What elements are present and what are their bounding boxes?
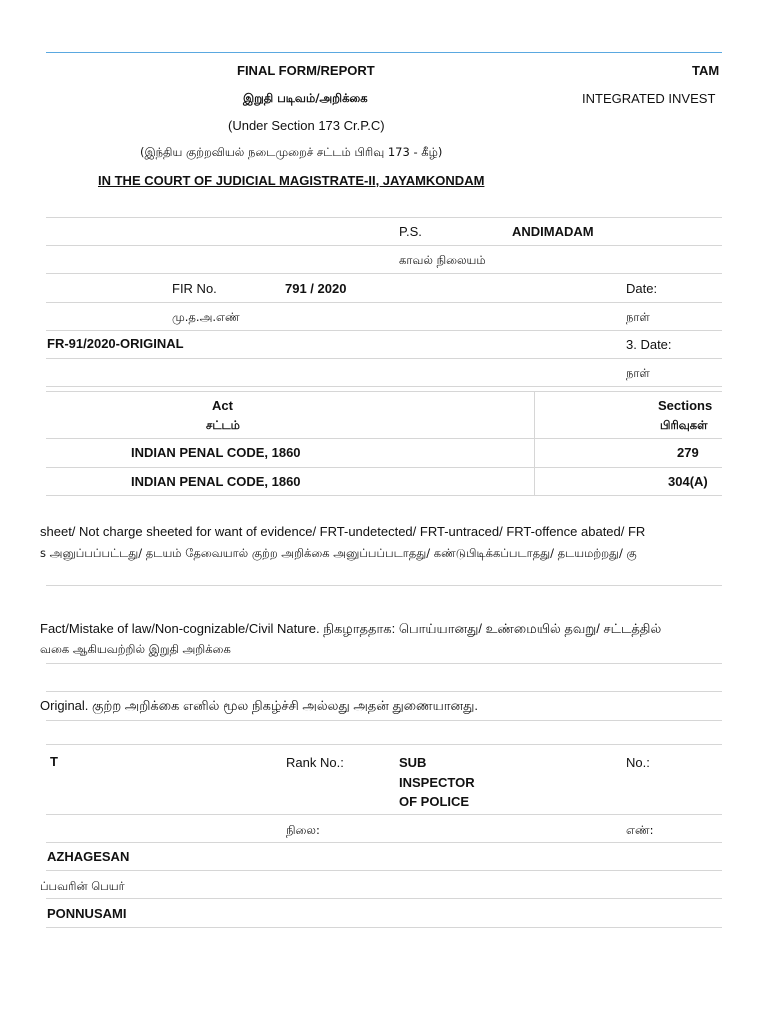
false-case-line: Fact/Mistake of law/Non-cognizable/Civil Nature. நிகழாததாக: பொய்யானது/ உண்மையில் தவறு/ சட்டத்தில்: [40, 621, 662, 636]
title-right-truncated: TAM: [692, 63, 720, 78]
rank-value-line: INSPECTOR: [399, 774, 475, 790]
divider: [46, 273, 722, 274]
rank-value-line: OF POLICE: [399, 794, 470, 809]
fr-number: FR-91/2020-ORIGINAL: [47, 336, 184, 351]
ps-value: ANDIMADAM: [512, 224, 594, 239]
date3-label-tamil: நாள்: [626, 366, 650, 380]
table-column-divider: [534, 391, 535, 495]
col-sections-header-tamil: பிரிவுகள்: [660, 418, 708, 432]
col-sections-header: Sections: [658, 398, 713, 413]
divider: [46, 245, 722, 246]
divider: [46, 898, 722, 899]
no-label: No.:: [626, 755, 650, 770]
father-name: PONNUSAMI: [47, 906, 127, 921]
false-case-line-tamil: வகை ஆகியவற்றில் இறுதி அறிக்கை: [40, 642, 231, 656]
col-act-header: Act: [212, 398, 233, 413]
ps-label-tamil: காவல் நிலையம்: [399, 253, 486, 267]
divider: [46, 663, 722, 664]
table-row-border: [46, 467, 722, 468]
original-line: Original. குற்ற அறிக்கை எனில் மூல நிகழ்ச்சி அல்லது அதன் துணையானது.: [40, 698, 479, 713]
divider: [46, 386, 722, 387]
divider: [46, 302, 722, 303]
divider: [46, 585, 722, 586]
report-type-line-tamil: s அனுப்பப்பட்டது/ தடயம் தேவையால் குற்ற அறிக்கை அனுப்பப்படாதது/ கண்டுபிடிக்கப்படாதது/ தடயமற்றது/ கு: [40, 546, 637, 560]
divider: [46, 842, 722, 843]
fir-label-tamil: மு.த.அ.எண்: [172, 310, 240, 324]
table-header-border: [46, 438, 722, 439]
divider: [46, 927, 722, 928]
divider: [46, 870, 722, 871]
col-act-header-tamil: சட்டம்: [206, 418, 240, 432]
form-title: FINAL FORM/REPORT: [237, 63, 375, 78]
date3-label: 3. Date:: [626, 337, 672, 352]
rank-value-line: SUB: [399, 755, 427, 770]
divider: [46, 720, 722, 721]
name-label-tamil: ப்பவரின் பெயர்: [40, 879, 125, 893]
divider: [46, 814, 722, 815]
divider: [46, 358, 722, 359]
rank-label: Rank No.:: [286, 755, 344, 770]
fir-value: 791 / 2020: [285, 281, 347, 296]
table-cell-act: INDIAN PENAL CODE, 1860: [131, 445, 301, 460]
date-label-tamil: நாள்: [626, 310, 650, 324]
table-cell-section: 304(A): [668, 474, 708, 489]
rank-value: [399, 753, 475, 812]
divider: [46, 330, 722, 331]
date-label: Date:: [626, 281, 658, 296]
divider: [46, 744, 722, 745]
ps-label: P.S.: [399, 224, 422, 239]
section-reference: (Under Section 173 Cr.P.C): [228, 118, 385, 133]
table-cell-section: 279: [677, 445, 699, 460]
rank-label-tamil: நிலை:: [286, 823, 320, 837]
fir-label: FIR No.: [172, 281, 217, 296]
divider: [46, 691, 722, 692]
form-title-tamil: இறுதி படிவம்/அறிக்கை: [243, 91, 368, 105]
table-bottom-border: [46, 495, 722, 496]
table-top-border: [46, 391, 722, 392]
officer-name: AZHAGESAN: [47, 849, 130, 864]
officer-prefix: T: [50, 754, 58, 769]
section-reference-tamil: (இந்திய குற்றவியல் நடைமுறைச் சட்டம் பிரிவு 173 - கீழ்): [140, 145, 443, 159]
subtitle-right-truncated: INTEGRATED INVEST: [582, 91, 716, 106]
report-type-line: sheet/ Not charge sheeted for want of evidence/ FRT-undetected/ FRT-untraced/ FRT-offence abated/ FR: [40, 524, 646, 539]
court-heading: IN THE COURT OF JUDICIAL MAGISTRATE-II, JAYAMKONDAM: [98, 173, 485, 188]
table-cell-act: INDIAN PENAL CODE, 1860: [131, 474, 301, 489]
top-rule: [46, 52, 722, 53]
divider: [46, 217, 722, 218]
no-label-tamil: எண்:: [626, 823, 654, 837]
